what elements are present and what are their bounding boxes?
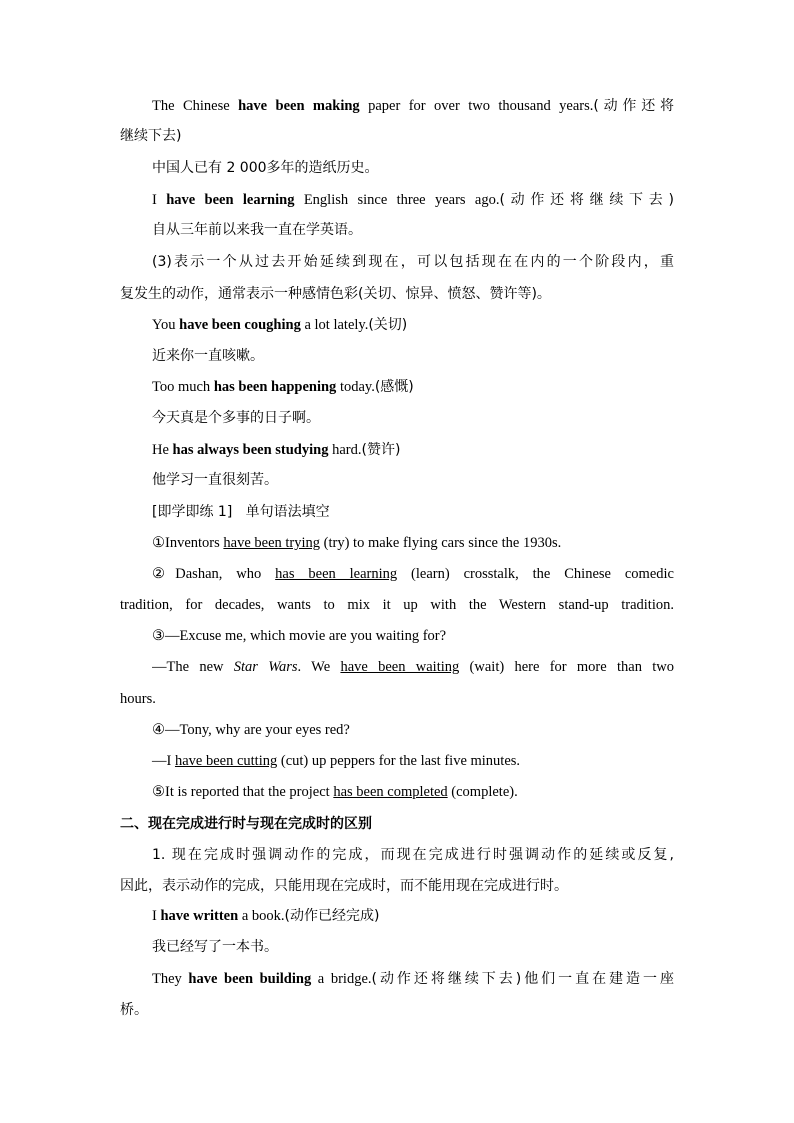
verb-phrase: have been coughing [179,317,301,333]
answer-blank: have been trying [223,535,321,551]
verb-phrase: has been happening [213,379,337,395]
verb-phrase: have been learning [166,192,295,208]
verb-phrase: have written [160,908,239,924]
example-1-chinese: 中国人已有 2 000多年的造纸历史。 [152,160,379,176]
answer-blank: have been cutting [174,753,278,769]
answer-blank: has been completed [333,784,448,800]
section-2-heading: 二、现在完成进行时与现在完成时的区别 [120,816,372,832]
practice-question-4: ④—Tony, why are your eyes red? [152,722,350,738]
verb-phrase: has always been studying [172,442,329,458]
example-7-cont: 桥。 [120,1002,148,1018]
movie-title: Star Wars [233,659,298,675]
answer-blank: has been learning [275,566,398,582]
verb-phrase: have been making [238,98,360,114]
point-3-line-2: 复发生的动作，通常表示一种感情色彩(关切、惊异、愤怒、赞许等)。 [120,286,551,302]
example-5-chinese: 他学习一直很刻苦。 [152,472,278,488]
example-5-english: He has always been studying hard.(赞许) [152,442,401,458]
example-3-chinese: 近来你一直咳嗽。 [152,348,264,364]
example-6-chinese: 我已经写了一本书。 [152,939,278,955]
example-3-english: You have been coughing a lot lately.(关切) [152,317,408,333]
practice-question-5: ⑤It is reported that the project has been completed (complete). [152,784,518,800]
example-4-chinese: 今天真是个多事的日子啊。 [152,410,320,426]
example-6-english: I have written a book.(动作已经完成) [152,908,380,924]
practice-question-2: ②Dashan, who has been learning (learn) crosstalk, the Chinese comedic [152,566,674,582]
answer-blank: have been waiting [340,659,460,675]
practice-question-2-cont: tradition, for decades, wants to mix it up with the Western stand-up tradition. [120,597,674,613]
example-2-english: I have been learning English since three years ago.(动作还将继续下去) [152,192,674,208]
example-1-note-cont: 继续下去) [120,128,182,144]
example-7-english: They have been building a bridge.(动作还将继续下去)他们一直在建造一座 [152,971,674,987]
practice-question-3: ③—Excuse me, which movie are you waiting for? [152,628,447,644]
practice-question-3-cont: hours. [120,691,156,707]
example-2-chinese: 自从三年前以来我一直在学英语。 [152,222,362,238]
verb-phrase: have been building [188,971,312,987]
practice-question-1: ①Inventors have been trying (try) to make flying cars since the 1930s. [152,535,562,551]
practice-question-4-reply: —I have been cutting (cut) up peppers for the last five minutes. [152,753,521,769]
practice-heading: [即学即练 1] 单句语法填空 [152,504,330,520]
point-3-line-1: (3)表示一个从过去开始延续到现在，可以包括现在在内的一个阶段内，重 [152,254,674,270]
example-1-english: The Chinese have been making paper for over two thousand years.(动作还将 [152,98,674,114]
section-2-point-1-cont: 因此，表示动作的完成，只能用现在完成时，而不能用现在完成进行时。 [120,878,568,894]
section-2-point-1: 1. 现在完成时强调动作的完成，而现在完成进行时强调动作的延续或反复, [152,847,674,863]
practice-question-3-reply: —The new Star Wars. We have been waiting (wait) here for more than two [152,659,674,675]
example-4-english: Too much has been happening today.(感慨) [152,379,414,395]
